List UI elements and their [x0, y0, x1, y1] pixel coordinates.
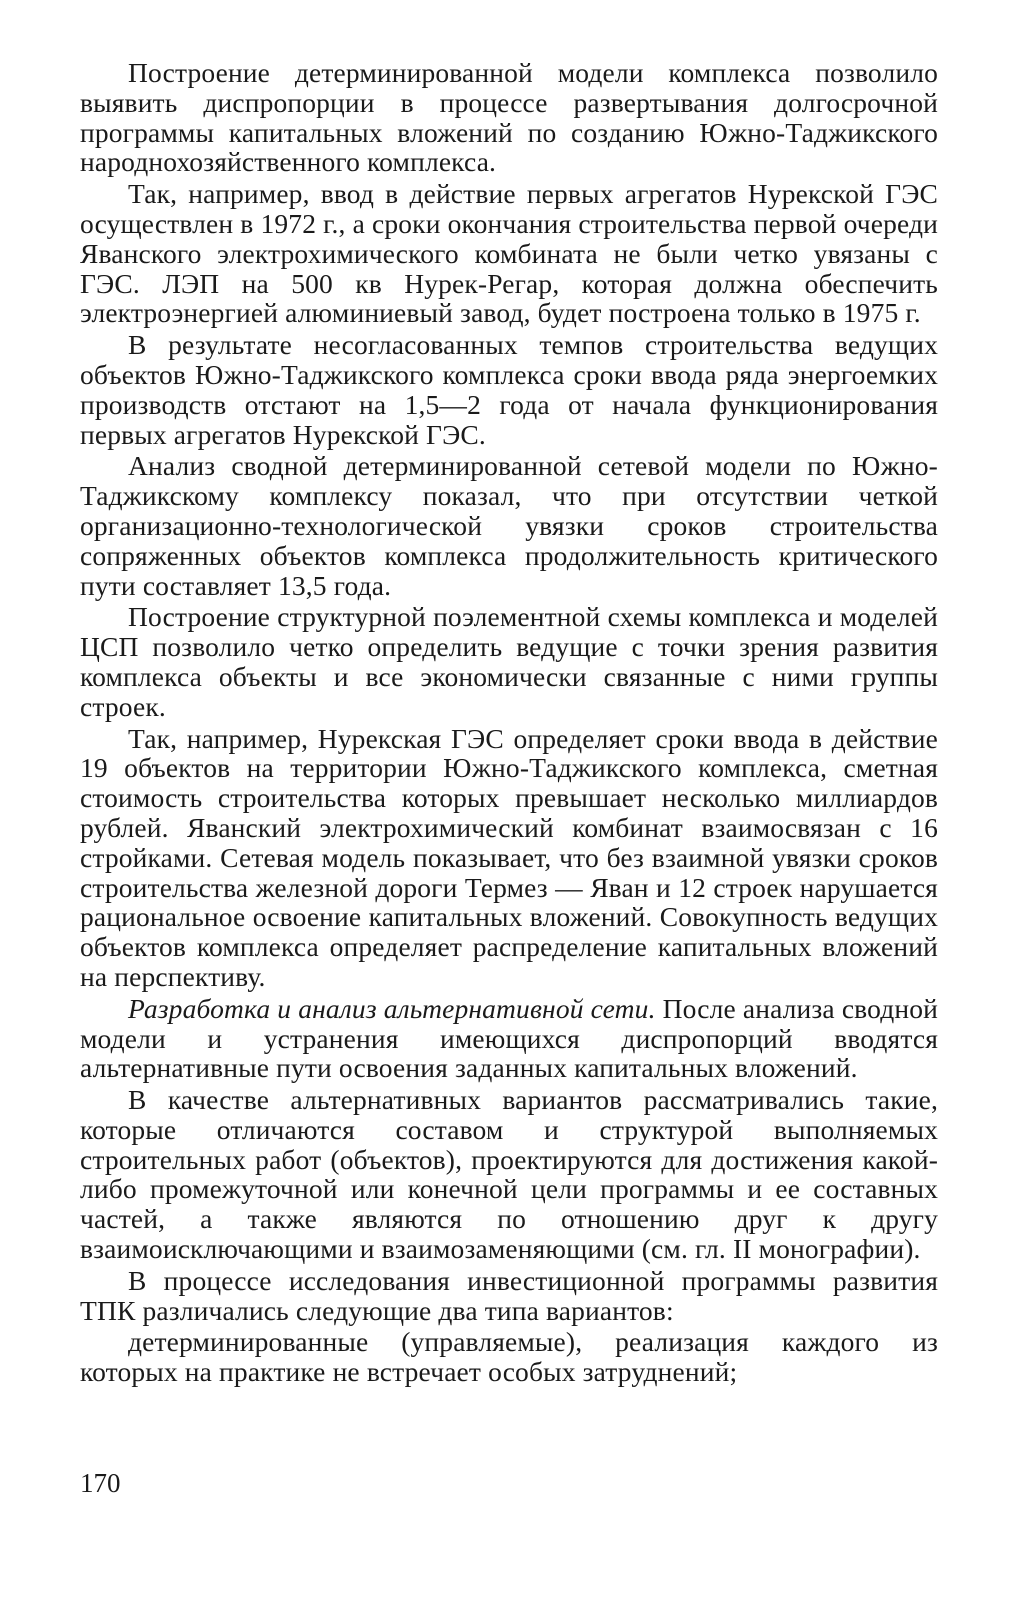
page-number: 170: [80, 1468, 121, 1498]
section-heading-italic: Разработка и анализ альтернативной сети.: [128, 992, 656, 1024]
paragraph-1: Построение детерминированной модели комплекса позволило выявить диспропорции в процессе развертывания долгосрочной программы капитальных вложений по созданию Южно-Таджикского народнохозяйственного комплекса.: [80, 57, 938, 178]
paragraph-9: В процессе исследования инвестиционной программы развития ТПК различались следующие два типа вариантов:: [80, 1264, 938, 1326]
paragraph-2: Так, например, ввод в действие первых агрегатов Нурекской ГЭС осуществлен в 1972 г., а сроки окончания строительства первой очереди Яванского электрохимического комбината не были четко увязаны с ГЭС. ЛЭП на 500 кв Нурек-Регар, которая должна обеспечить электроэнергией алюминиевый завод, будет построена только в 1975 г.: [80, 178, 938, 329]
paragraph-8: В качестве альтернативных вариантов рассматривались такие, которые отличаются составом и структурой выполняемых строительных работ (объектов), проектируются для достижения какой-либо промежуточной или конечной цели программы и ее составных частей, а также являются по отношению друг к другу взаимоисключающими и взаимозаменяющими (см. гл. II монографии).: [80, 1084, 938, 1265]
paragraph-7: [80, 994, 938, 1083]
page-body: [80, 58, 938, 1389]
paragraph-5: Построение структурной поэлементной схемы комплекса и моделей ЦСП позволило четко определить ведущие с точки зрения развития комплекса объекты и все экономически связанные с ними группы строек.: [80, 601, 938, 722]
paragraph-7-text: После анализа сводной модели и устранения имеющихся диспропорций вводятся альтернативные пути освоения заданных капитальных вложений.: [80, 992, 939, 1084]
paragraph-4: Анализ сводной детерминированной сетевой модели по Южно-Таджикскому комплексу показал, что при отсутствии четкой организационно-технологической увязки сроков строительства сопряженных объектов комплекса продолжительность критического пути составляет 13,5 года.: [80, 450, 938, 601]
paragraph-3: В результате несогласованных темпов строительства ведущих объектов Южно-Таджикского комплекса сроки ввода ряда энергоемких производств отстают на 1,5—2 года от начала функционирования первых агрегатов Нурекской ГЭС.: [80, 329, 938, 450]
paragraph-10: детерминированные (управляемые), реализация каждого из которых на практике не встречает особых затруднений;: [80, 1326, 938, 1388]
paragraph-6: Так, например, Нурекская ГЭС определяет сроки ввода в действие 19 объектов на территории Южно-Таджикского комплекса, сметная стоимость строительства которых превышает несколько миллиардов рублей. Яванский электрохимический комбинат взаимосвязан с 16 стройками. Сетевая модель показывает, что без взаимной увязки сроков строительства железной дороги Термез — Яван и 12 строек нарушается рациональное освоение капитальных вложений. Совокупность ведущих объектов комплекса определяет распределение капитальных вложений на перспективу.: [80, 722, 938, 992]
